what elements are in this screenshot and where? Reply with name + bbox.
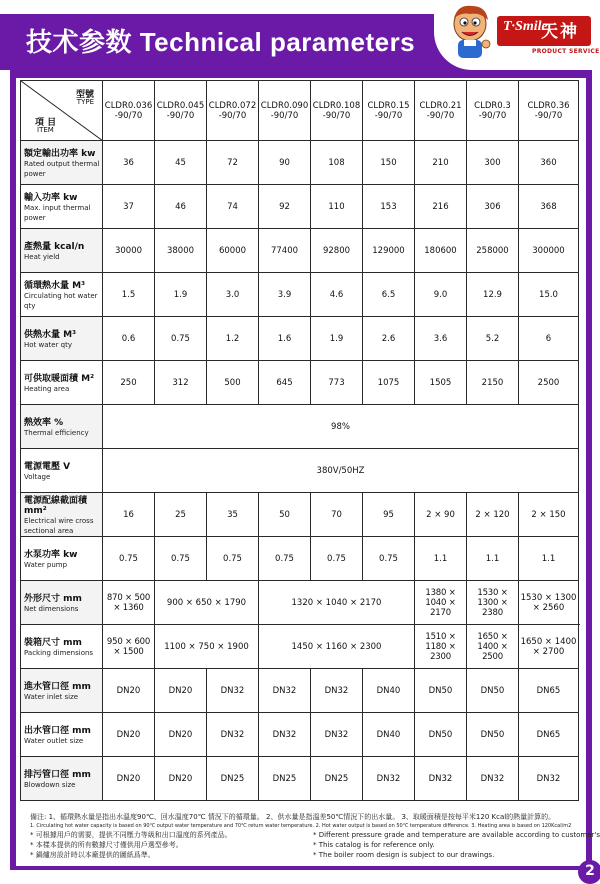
table-cell: 250: [103, 361, 155, 405]
table-cell: 12.9: [467, 273, 519, 317]
table-cell: DN20: [103, 669, 155, 713]
table-cell: 2 × 120: [467, 493, 519, 537]
table-cell: DN50: [467, 713, 519, 757]
table-cell: DN40: [363, 713, 415, 757]
table-cell: 4.6: [311, 273, 363, 317]
table-cell: DN32: [207, 713, 259, 757]
table-cell: 3.0: [207, 273, 259, 317]
notes-right-column: [313, 830, 600, 860]
table-cell: 25: [155, 493, 207, 537]
table-cell-merged: 1530 × 1300 × 2560: [519, 581, 579, 625]
row-label: 額定輸出功率 kw Rated output thermal power: [21, 141, 103, 185]
table-cell: 92800: [311, 229, 363, 273]
table-cell: 77400: [259, 229, 311, 273]
table-cell: 2150: [467, 361, 519, 405]
table-cell: DN65: [519, 713, 579, 757]
table-cell-merged: 1100 × 750 × 1900: [155, 625, 259, 669]
model-header: CLDR0.3 -90/70: [467, 81, 519, 141]
note-item: * 本樣本提供的所有數據尺寸僅供用戶選型參考。: [30, 841, 183, 849]
table-cell: 306: [467, 185, 519, 229]
row-label: 排污管口徑 mm Blowdown size: [21, 757, 103, 801]
table-cell: DN32: [311, 669, 363, 713]
table-cell: DN20: [103, 757, 155, 801]
note-item: * 可根據用戶的需要，提供不同壓力等級和出口溫度的系列產品。: [30, 831, 232, 839]
table-row: [21, 713, 579, 757]
table-cell: 37: [103, 185, 155, 229]
table-cell: 1505: [415, 361, 467, 405]
row-label: 進水管口徑 mm Water inlet size: [21, 669, 103, 713]
table-cell: 74: [207, 185, 259, 229]
table-cell: 1510 × 1180 × 2300: [415, 625, 467, 669]
notes-left-column: [30, 830, 232, 860]
table-row: [21, 493, 579, 537]
table-cell: 0.75: [311, 537, 363, 581]
table-cell: DN25: [259, 757, 311, 801]
table-cell: DN65: [519, 669, 579, 713]
table-cell: 3.6: [415, 317, 467, 361]
table-cell: DN32: [415, 757, 467, 801]
table-cell: 216: [415, 185, 467, 229]
row-label: 輸入功率 kw Max. input thermal power: [21, 185, 103, 229]
table-cell: 1.6: [259, 317, 311, 361]
notes-section: [30, 812, 600, 860]
model-header: CLDR0.045 -90/70: [155, 81, 207, 141]
table-cell: DN20: [155, 669, 207, 713]
notes-line-en: 1. Circulating hot water capacity is based on 90℃ output water temperature and 70℃ return water temperature. 2. Hot water output is based on 50℃ temperature difference. 3. Heating area is based on 120Kcal/m2: [30, 823, 572, 829]
table-cell: 210: [415, 141, 467, 185]
table-cell: 9.0: [415, 273, 467, 317]
table-cell: 0.75: [259, 537, 311, 581]
table-cell: 108: [311, 141, 363, 185]
row-label: 可供取暖面積 M² Heating area: [21, 361, 103, 405]
table-cell: 45: [155, 141, 207, 185]
note-item: * 鍋爐房設計時以本廠提供的圖紙爲準。: [30, 851, 155, 859]
table-cell: 500: [207, 361, 259, 405]
model-header: CLDR0.108 -90/70: [311, 81, 363, 141]
table-row: [21, 449, 579, 493]
corner-cell: [21, 81, 103, 141]
table-cell: 15.0: [519, 273, 579, 317]
table-row: [21, 405, 579, 449]
table-row: [21, 273, 579, 317]
table-cell: 1.5: [103, 273, 155, 317]
table-cell: 300000: [519, 229, 579, 273]
table-cell: 50: [259, 493, 311, 537]
table-cell: 180600: [415, 229, 467, 273]
table-cell-merged: 380V/50HZ: [103, 449, 579, 493]
table-cell: 870 × 500 × 1360: [103, 581, 155, 625]
table-cell: DN32: [259, 669, 311, 713]
table-cell: 150: [363, 141, 415, 185]
row-label: 裝箱尺寸 mm Packing dimensions: [21, 625, 103, 669]
table-cell: 1075: [363, 361, 415, 405]
table-cell: 258000: [467, 229, 519, 273]
note-item: * This catalog is for reference only.: [313, 841, 435, 849]
table-cell: 70: [311, 493, 363, 537]
row-label: 熱效率 % Thermal efficiency: [21, 405, 103, 449]
brand-script-text: T·Smile: [503, 19, 548, 34]
table-cell: 0.75: [103, 537, 155, 581]
table-cell: 2.6: [363, 317, 415, 361]
table-cell: 16: [103, 493, 155, 537]
table-cell: 95: [363, 493, 415, 537]
table-row: [21, 581, 579, 625]
page-title: 技术参数 Technical parameters: [26, 27, 416, 57]
table-row: [21, 317, 579, 361]
model-header: CLDR0.090 -90/70: [259, 81, 311, 141]
table-cell: DN20: [103, 713, 155, 757]
note-item: * Different pressure grade and temperature are available according to customer's: [313, 831, 600, 839]
notes-line-cn: 備注: 1、循環熱水量是指出水溫度90℃、回水溫度70℃ 情況下的循環量。 2、供水量是指溫差50℃情況下的出水量。 3、取暖面積是按每平米120 Kcal的熱量計算的。: [30, 813, 556, 821]
table-cell: 2 × 150: [519, 493, 579, 537]
table-cell: DN25: [311, 757, 363, 801]
model-header: CLDR0.15 -90/70: [363, 81, 415, 141]
table-cell-merged: 98%: [103, 405, 579, 449]
table-cell: DN32: [467, 757, 519, 801]
row-label: 外形尺寸 mm Net dimensions: [21, 581, 103, 625]
table-cell: 1.1: [467, 537, 519, 581]
table-row: [21, 537, 579, 581]
table-cell: 312: [155, 361, 207, 405]
table-cell: 60000: [207, 229, 259, 273]
table-cell: 2500: [519, 361, 579, 405]
table-cell: 950 × 600 × 1500: [103, 625, 155, 669]
table-cell: DN40: [363, 669, 415, 713]
table-row: [21, 185, 579, 229]
item-label-cn: 項 目: [35, 118, 57, 128]
table-cell: 0.75: [155, 537, 207, 581]
table-cell: DN32: [259, 713, 311, 757]
brand-logo: [497, 16, 591, 46]
table-cell-merged: 900 × 650 × 1790: [155, 581, 259, 625]
table-cell: 645: [259, 361, 311, 405]
table-cell: 0.6: [103, 317, 155, 361]
table-cell: 3.9: [259, 273, 311, 317]
brand-subtitle: PRODUCT SERVICE: [532, 48, 600, 55]
table-cell: DN25: [207, 757, 259, 801]
table-cell: 0.75: [155, 317, 207, 361]
table-cell: 6: [519, 317, 579, 361]
model-header: CLDR0.21 -90/70: [415, 81, 467, 141]
table-cell: 153: [363, 185, 415, 229]
table-row: [21, 361, 579, 405]
table-cell: 0.75: [363, 537, 415, 581]
table-cell: 92: [259, 185, 311, 229]
table-cell: 1380 × 1040 × 2170: [415, 581, 467, 625]
table-header-row: [21, 81, 579, 141]
table-cell: 0.75: [207, 537, 259, 581]
table-cell: DN20: [155, 713, 207, 757]
table-cell: 36: [103, 141, 155, 185]
table-cell: 1.1: [519, 537, 579, 581]
table-cell: 46: [155, 185, 207, 229]
table-cell: 773: [311, 361, 363, 405]
model-header: CLDR0.36 -90/70: [519, 81, 579, 141]
table-cell: DN32: [207, 669, 259, 713]
table-row: [21, 757, 579, 801]
table-cell: 110: [311, 185, 363, 229]
table-row: [21, 625, 579, 669]
type-label-en: TYPE: [76, 98, 94, 106]
spec-table: [20, 80, 579, 801]
page-number: 2: [578, 860, 600, 884]
table-cell: 35: [207, 493, 259, 537]
table-cell: 38000: [155, 229, 207, 273]
row-label: 供熱水量 M³ Hot water qty: [21, 317, 103, 361]
model-header: CLDR0.036 -90/70: [103, 81, 155, 141]
table-row: [21, 229, 579, 273]
item-label-en: ITEM: [37, 126, 54, 134]
table-cell: 300: [467, 141, 519, 185]
table-row: [21, 669, 579, 713]
table-cell: 360: [519, 141, 579, 185]
mascot-icon: [444, 2, 496, 62]
table-row: [21, 141, 579, 185]
table-cell: DN50: [467, 669, 519, 713]
table-cell: 1650 × 1400 × 2500: [467, 625, 519, 669]
table-cell: DN32: [519, 757, 579, 801]
model-header: CLDR0.072 -90/70: [207, 81, 259, 141]
table-cell: 30000: [103, 229, 155, 273]
row-label: 出水管口徑 mm Water outlet size: [21, 713, 103, 757]
table-cell: DN20: [155, 757, 207, 801]
table-cell: DN32: [363, 757, 415, 801]
table-cell: 1.9: [155, 273, 207, 317]
table-cell: 129000: [363, 229, 415, 273]
table-cell: 5.2: [467, 317, 519, 361]
table-cell: 6.5: [363, 273, 415, 317]
row-label: 水泵功率 kw Water pump: [21, 537, 103, 581]
table-cell: DN50: [415, 669, 467, 713]
table-cell-merged: 1450 × 1160 × 2300: [259, 625, 415, 669]
table-cell: 90: [259, 141, 311, 185]
table-cell: 1.1: [415, 537, 467, 581]
brand-chinese-text: 天神: [541, 22, 579, 42]
row-label: 循環熱水量 M³ Circulating hot water qty: [21, 273, 103, 317]
table-cell: 1.9: [311, 317, 363, 361]
table-cell: DN50: [415, 713, 467, 757]
note-item: * The boiler room design is subject to our drawings.: [313, 851, 495, 859]
row-label: 電源配線截面積 mm² Electrical wire cross sectional area: [21, 493, 103, 537]
table-cell: 2 × 90: [415, 493, 467, 537]
table-cell: 72: [207, 141, 259, 185]
table-cell: 368: [519, 185, 579, 229]
table-cell: DN32: [311, 713, 363, 757]
table-cell-merged: 1320 × 1040 × 2170: [259, 581, 415, 625]
table-cell-merged: 1650 × 1400 × 2700: [519, 625, 579, 669]
notes-columns: [30, 830, 600, 860]
row-label: 產熱量 kcal/n Heat yield: [21, 229, 103, 273]
table-cell: 1530 × 1300 × 2380: [467, 581, 519, 625]
table-cell: 1.2: [207, 317, 259, 361]
row-label: 電源電壓 V Voltage: [21, 449, 103, 493]
type-label-cn: 型號: [75, 90, 94, 100]
